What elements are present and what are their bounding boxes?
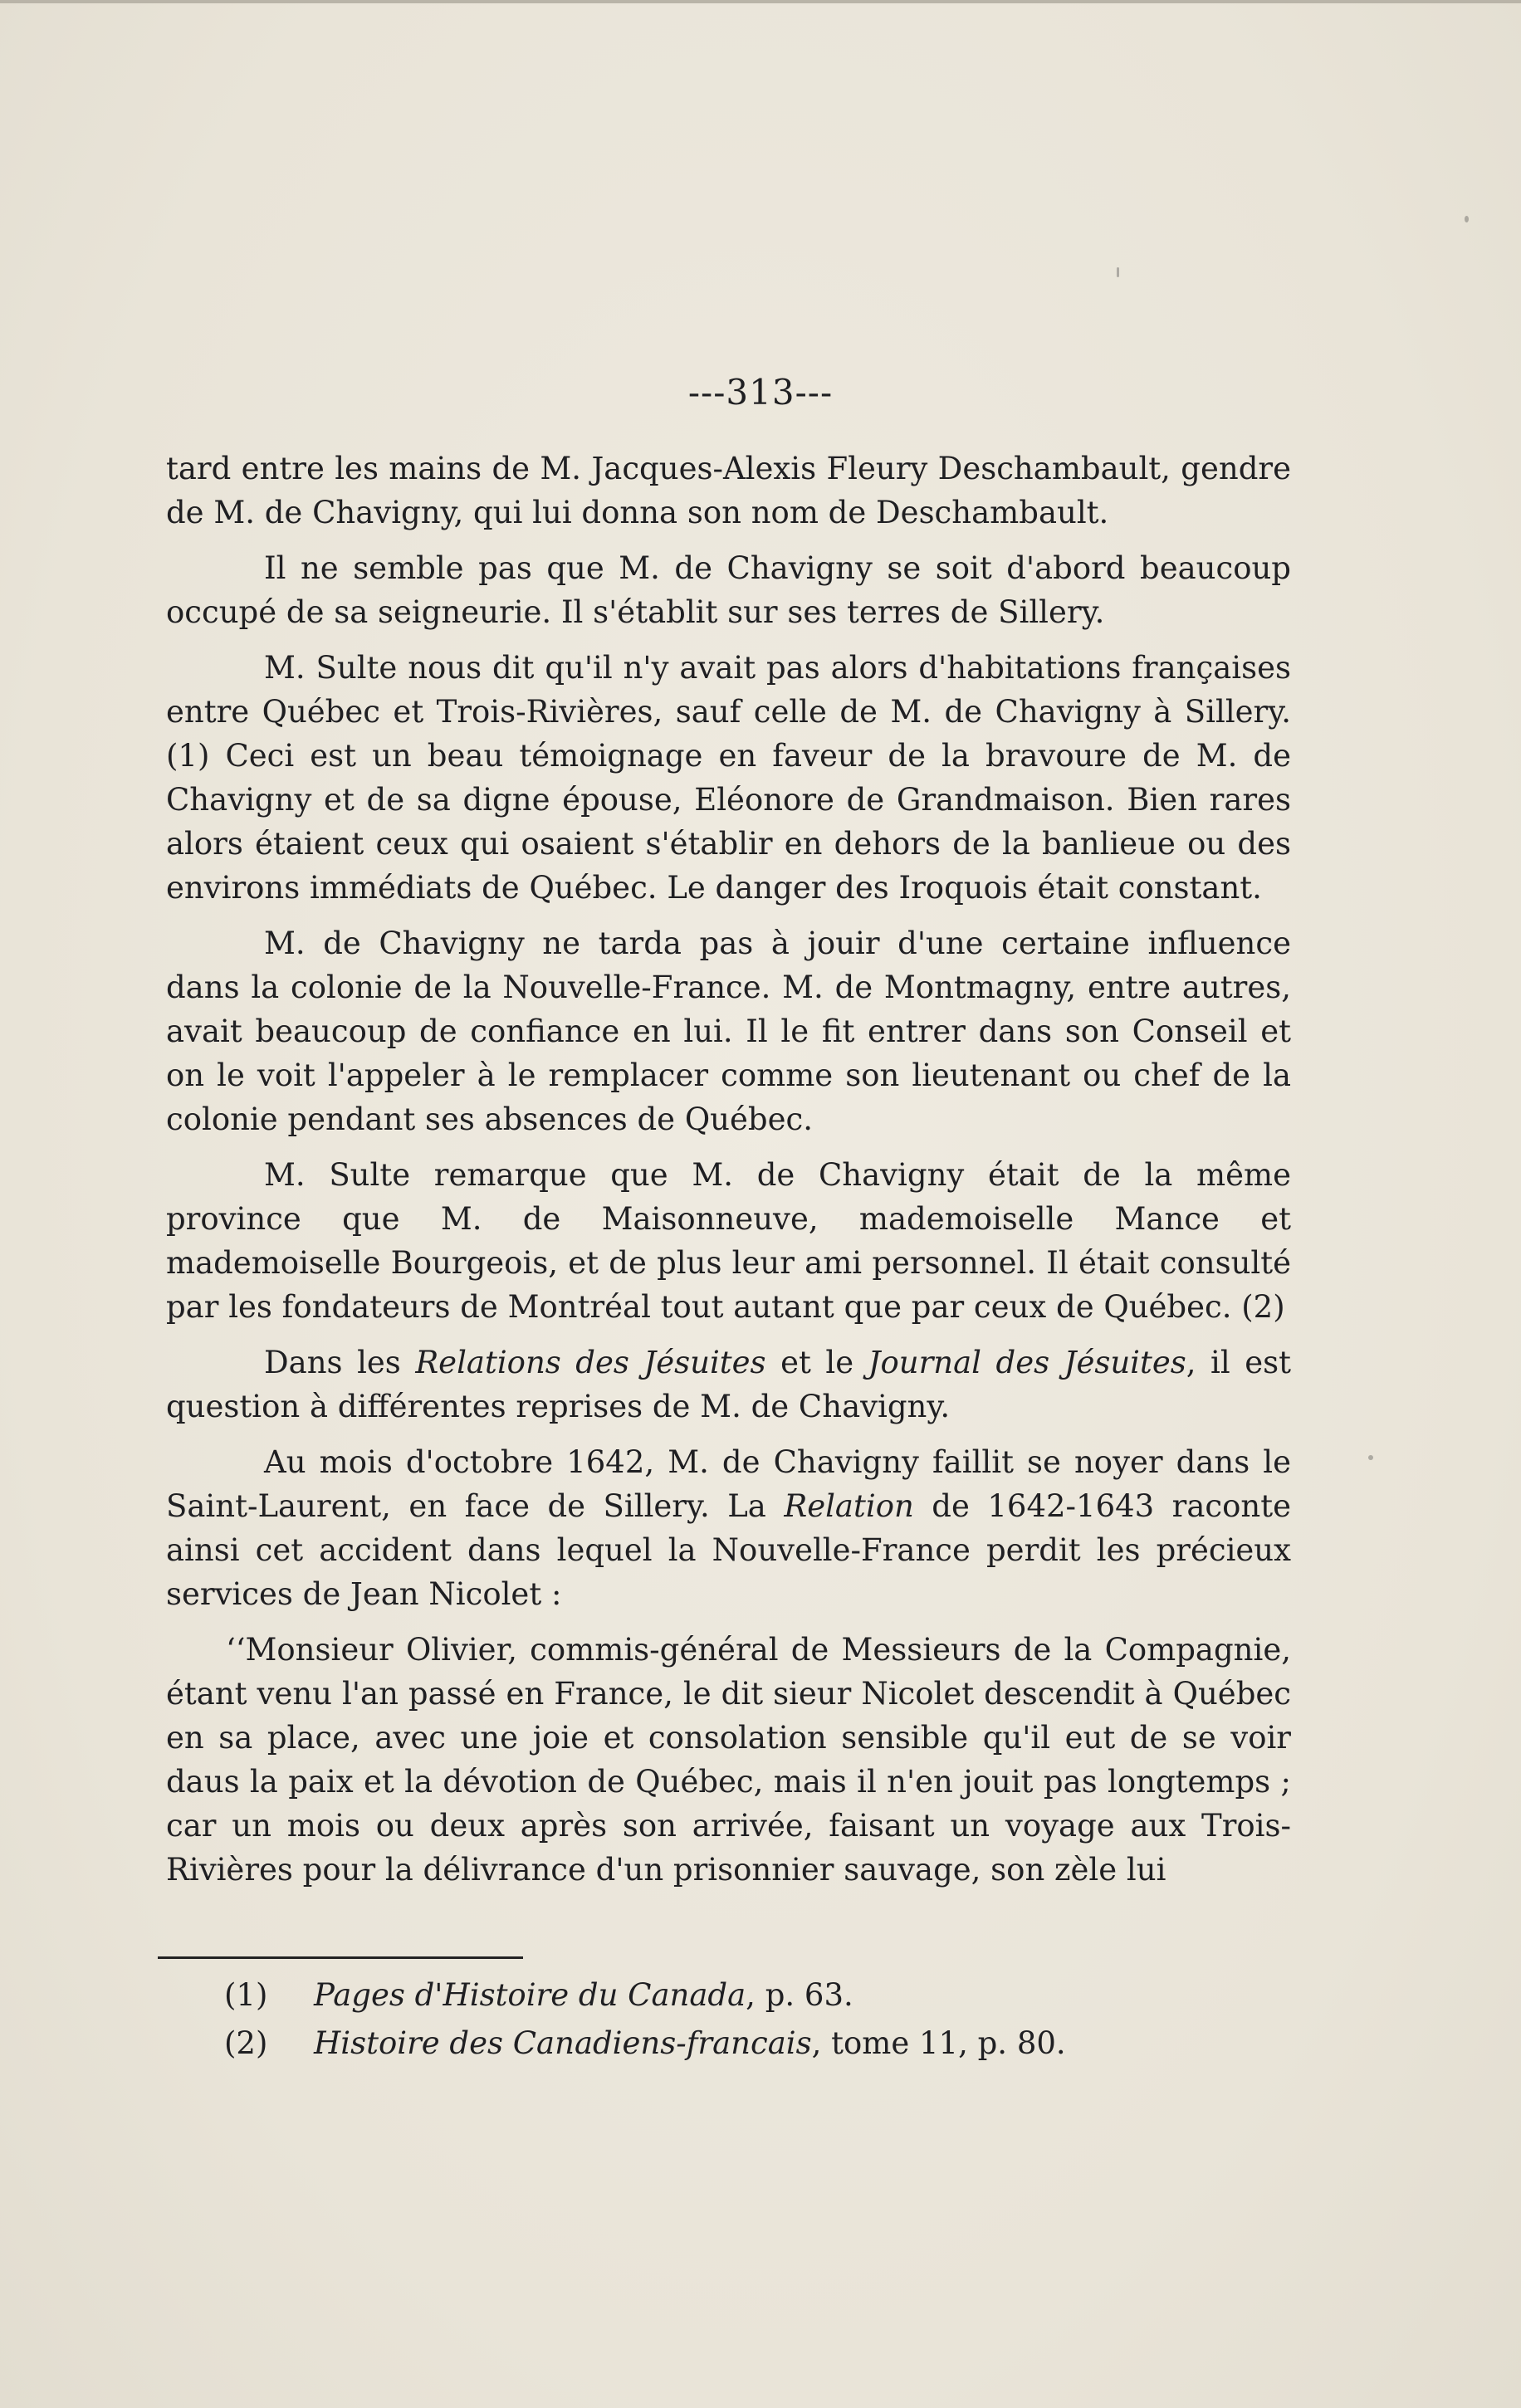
- ink-speck: [1465, 216, 1469, 222]
- paragraph-quotation: ‘‘Monsieur Olivier, commis-général de Messieurs de la Compagnie, étant venu l'an passé en France, le dit sieur Nicolet descendit à Québec en sa place, avec une joie et consolation sensible qu'il eut de se voir daus la paix et la dévotion de Québec, mais il n'en jouit pas longtemps ; car un mois ou deux après son arrivée, faisant un voyage aux Trois-Rivières pour la délivrance d'un prisonnier sauvage, son zèle lui: [166, 1632, 1291, 1888]
- footnote-1-mark: (1): [224, 1977, 268, 2013]
- footnote-1: [224, 1971, 1220, 2020]
- relations-post: , il est question à différentes reprises de M. de Chavigny.: [166, 1345, 1291, 1424]
- paragraph-influence: M. de Chavigny ne tarda pas à jouir d'une certaine influence dans la colonie de la Nouvelle-France. M. de Montmagny, entre autres, avait beaucoup de confiance en lui. Il le fit entrer dans son Conseil et on le voit l'appeler à le remplacer comme son lieutenant ou chef de la colonie pendant ses absences de Québec.: [166, 926, 1291, 1137]
- accident-pre: Au mois d'octobre 1642, M. de Chavigny faillit se noyer dans le Saint-Laurent, en face de Sillery. La: [166, 1444, 1291, 1524]
- accident-post: de 1642-1643 raconte ainsi cet accident dans lequel la Nouvelle-France perdit les précieux services de Jean Nicolet :: [166, 1488, 1292, 1612]
- ink-speck: [1368, 1455, 1373, 1460]
- footnote-divider: [158, 1956, 523, 1959]
- footnotes: [224, 1971, 1220, 2068]
- footnote-1-title: Pages d'Histoire du Canada: [314, 1977, 746, 2013]
- body-text: [166, 447, 1291, 1903]
- relations-title-italic: Relations des Jésuites: [415, 1345, 766, 1380]
- ink-speck: [1117, 267, 1119, 277]
- paragraph-continuation: tard entre les mains de M. Jacques-Alexis Fleury Deschambault, gendre de M. de Chavigny, qui lui donna son nom de Deschambault.: [166, 451, 1291, 530]
- footnote-2-rest: , tome 11, p. 80.: [811, 2025, 1066, 2061]
- footnote-2-mark: (2): [224, 2025, 268, 2061]
- page-number: ---313---: [687, 372, 834, 413]
- relation-italic: Relation: [784, 1488, 914, 1524]
- page-top-edge: [0, 0, 1521, 3]
- paragraph-relations: [166, 1341, 1291, 1429]
- journal-title-italic: Journal des Jésuites: [868, 1345, 1186, 1380]
- paragraph-accident: [166, 1440, 1291, 1616]
- relations-mid: et le: [765, 1345, 868, 1380]
- footnote-2-title: Histoire des Canadiens-francais: [314, 2025, 812, 2061]
- footnote-2: [224, 2020, 1220, 2068]
- paragraph-sulte-habitations: M. Sulte nous dit qu'il n'y avait pas alors d'habitations françaises entre Québec et Trois-Rivières, sauf celle de M. de Chavigny à Sillery. (1) Ceci est un beau témoignage en faveur de la bravoure de M. de Chavigny et de sa digne épouse, Eléonore de Grandmaison. Bien rares alors étaient ceux qui osaient s'établir en dehors de la banlieue ou des environs immédiats de Québec. Le danger des Iroquois était constant.: [166, 650, 1291, 906]
- paragraph-sulte-province: M. Sulte remarque que M. de Chavigny était de la même province que M. de Maisonneuve, mademoiselle Mance et mademoiselle Bourgeois, et de plus leur ami personnel. Il était consulté par les fondateurs de Montréal tout autant que par ceux de Québec. (2): [166, 1157, 1291, 1325]
- paragraph-seigneurie: Il ne semble pas que M. de Chavigny se soit d'abord beaucoup occupé de sa seigneurie. Il s'établit sur ses terres de Sillery.: [166, 550, 1291, 630]
- relations-pre: Dans les: [264, 1345, 416, 1380]
- footnote-1-rest: , p. 63.: [746, 1977, 853, 2013]
